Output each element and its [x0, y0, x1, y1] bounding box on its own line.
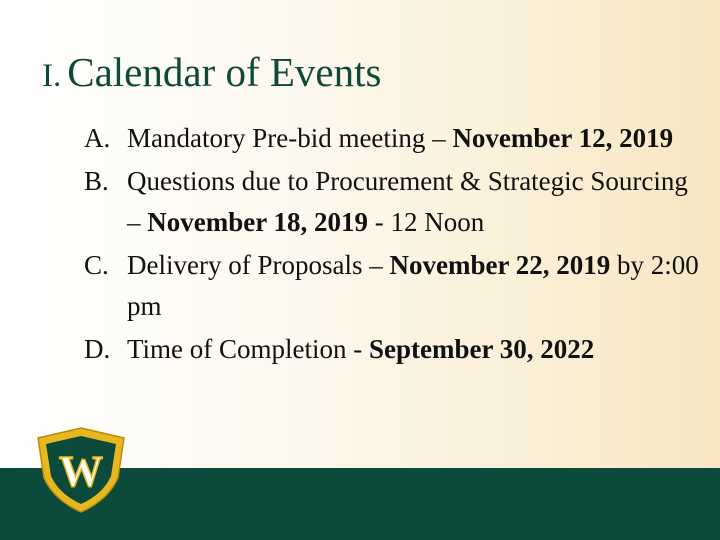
- item-text: Mandatory Pre-bid meeting – November 12, 2019: [127, 123, 674, 153]
- slide-title: [42, 49, 382, 95]
- title-number: I.: [42, 58, 62, 94]
- item-text: Delivery of Proposals – November 22, 2019 by 2:00 pm: [127, 250, 699, 321]
- wayne-state-shield-logo-icon: [34, 426, 128, 514]
- item-letter: B.: [84, 166, 109, 196]
- item-letter: D.: [84, 334, 111, 364]
- item-text: Time of Completion - September 30, 2022: [127, 334, 595, 364]
- list-item: [84, 118, 704, 159]
- item-date: November 18, 2019: [147, 207, 368, 237]
- list-item: [84, 329, 704, 370]
- title-text: Calendar of Events: [67, 49, 382, 95]
- item-date: September 30, 2022: [369, 334, 595, 364]
- item-date: November 12, 2019: [452, 123, 674, 153]
- event-list: [84, 118, 704, 372]
- item-text: Questions due to Procurement & Strategic Sourcing – November 18, 2019 - 12 Noon: [127, 166, 688, 237]
- logo-letter: W: [59, 447, 103, 496]
- item-date: November 22, 2019: [389, 250, 611, 280]
- item-letter: A.: [84, 123, 111, 153]
- item-letter: C.: [84, 250, 109, 280]
- list-item: [84, 245, 704, 327]
- list-item: [84, 161, 704, 243]
